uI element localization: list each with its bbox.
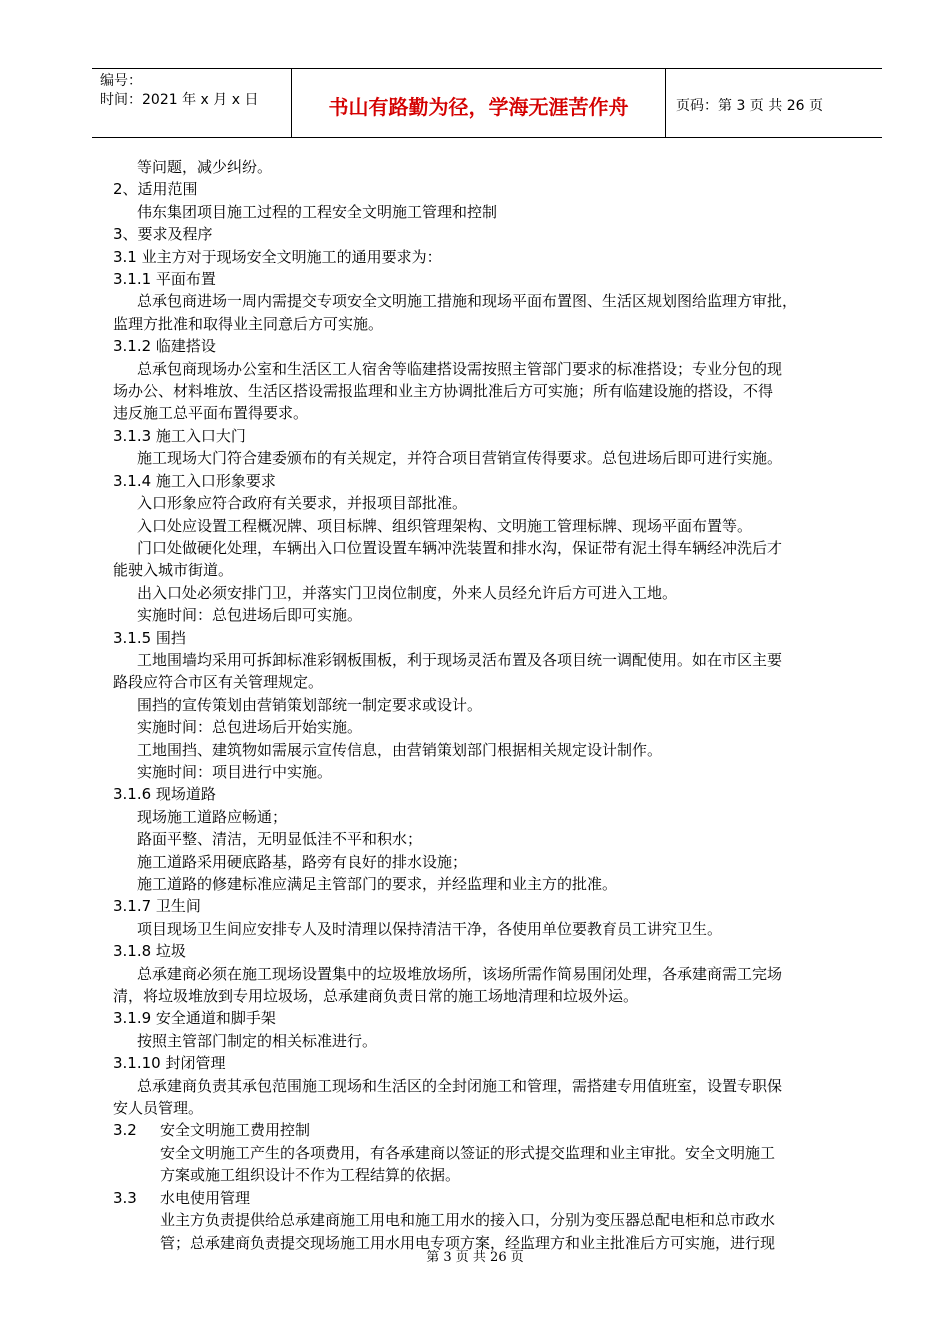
paragraph-line: 路段应符合市区有关管理规定。 (113, 673, 324, 692)
paragraph-line: 实施时间：总包进场后即可实施。 (137, 606, 363, 625)
paragraph-line: 方案或施工组织设计不作为工程结算的依据。 (160, 1166, 461, 1185)
paragraph-line: 清，将垃圾堆放到专用垃圾场，总承建商负责日常的施工场地清理和垃圾外运。 (113, 987, 639, 1006)
subsection-heading: 3.1.6 现场道路 (113, 785, 216, 804)
paragraph-line: 入口形象应符合政府有关要求，并报项目部批准。 (137, 494, 468, 513)
subsection-heading: 3.1.10 封闭管理 (113, 1054, 226, 1073)
paragraph-line: 实施时间：项目进行中实施。 (137, 762, 333, 781)
paragraph-line: 安全文明施工产生的各项费用，有各承建商以签证的形式提交监理和业主审批。安全文明施工 (160, 1143, 776, 1162)
subsection-heading: 3.1.4 施工入口形象要求 (113, 471, 276, 490)
paragraph-line: 等问题，减少纠纷。 (137, 158, 273, 176)
page-header (92, 68, 882, 138)
section-heading: 2、适用范围 (113, 180, 198, 199)
subsection-title: 水电使用管理 (160, 1188, 251, 1207)
paragraph-line: 违反施工总平面布置得要求。 (113, 404, 309, 423)
paragraph-line: 管；总承建商负责提交现场施工用水用电专项方案，经监理方和业主批准后方可实施，进行现 (160, 1233, 776, 1252)
paragraph-line: 场办公、材料堆放、生活区搭设需报监理和业主方协调批准后方可实施；所有临建设施的搭设，不得 (113, 382, 774, 401)
subsection-heading: 3.1.9 安全通道和脚手架 (113, 1009, 276, 1028)
subsection-heading: 3.1.5 围挡 (113, 628, 186, 647)
paragraph-line: 围挡的宣传策划由营销策划部统一制定要求或设计。 (137, 695, 483, 714)
doc-number-label: 编号： (100, 73, 142, 89)
header-page-cell (666, 69, 882, 137)
paragraph-line: 总承包商现场办公室和生活区工人宿舍等临建搭设需按照主管部门要求的标准搭设；专业分包的现 (137, 359, 783, 378)
paragraph-line: 出入口处必须安排门卫，并落实门卫岗位制度，外来人员经允许后方可进入工地。 (137, 583, 678, 602)
paragraph-line: 实施时间：总包进场后开始实施。 (137, 718, 363, 737)
paragraph-line: 现场施工道路应畅通； (137, 807, 288, 826)
paragraph-line: 能驶入城市街道。 (113, 561, 234, 580)
paragraph-line: 项目现场卫生间应安排专人及时清理以保持清洁干净，各使用单位要教育员工讲究卫生。 (137, 919, 723, 938)
paragraph-line: 施工道路的修建标准应满足主管部门的要求，并经监理和业主方的批准。 (137, 875, 618, 893)
subsection-heading: 3.1.8 垃圾 (113, 942, 186, 961)
paragraph-line: 监理方批准和取得业主同意后方可实施。 (113, 314, 384, 333)
paragraph-line: 工地围挡、建筑物如需展示宣传信息，由营销策划部门根据相关规定设计制作。 (137, 740, 663, 759)
subsection-title: 安全文明施工费用控制 (160, 1121, 311, 1140)
header-info-cell (92, 69, 292, 137)
doc-date-label: 时间：2021 年 x 月 x 日 (100, 92, 259, 108)
paragraph-line: 总承建商必须在施工现场设置集中的垃圾堆放场所，该场所需作简易围闭处理，各承建商需工完场 (137, 964, 783, 983)
paragraph-line: 门口处做硬化处理，车辆出入口位置设置车辆冲洗装置和排水沟，保证带有泥土得车辆经冲洗后才 (137, 538, 783, 557)
paragraph-line: 业主方负责提供给总承建商施工用电和施工用水的接入口，分别为变压器总配电柜和总市政水 (160, 1211, 776, 1230)
paragraph-line: 伟东集团项目施工过程的工程安全文明施工管理和控制 (137, 202, 498, 221)
paragraph-line: 安人员管理。 (113, 1099, 204, 1118)
header-motto: 书山有路勤为径，学海无涯苦作舟 (328, 95, 629, 119)
subsection-number: 3.3 (113, 1188, 137, 1207)
subsection-number: 3.2 (113, 1121, 137, 1140)
subsection-heading: 3.1.7 卫生间 (113, 897, 201, 916)
document-body (113, 156, 873, 1254)
subsection-heading (113, 1119, 873, 1141)
paragraph-line: 按照主管部门制定的相关标准进行。 (137, 1031, 378, 1050)
page-footer: 第 3 页 共 26 页 (426, 1250, 524, 1265)
subsection-heading: 3.1 业主方对于现场安全文明施工的通用要求为： (113, 247, 442, 266)
header-page-code: 页码：第 3 页 共 26 页 (676, 98, 823, 114)
subsection-heading (113, 1187, 873, 1209)
paragraph-line: 入口处应设置工程概况牌、项目标牌、组织管理架构、文明施工管理标牌、现场平面布置等。 (137, 516, 753, 535)
paragraph-line: 施工道路采用硬底路基，路旁有良好的排水设施； (137, 852, 468, 871)
paragraph-line: 总承建商负责其承包范围施工现场和生活区的全封闭施工和管理，需搭建专用值班室，设置专职保 (137, 1076, 783, 1095)
section-heading: 3、要求及程序 (113, 225, 213, 244)
paragraph-line: 施工现场大门符合建委颁布的有关规定，并符合项目营销宣传得要求。总包进场后即可进行实施。 (137, 449, 783, 468)
subsection-heading: 3.1.3 施工入口大门 (113, 426, 246, 445)
header-motto-cell (292, 69, 666, 137)
paragraph-line: 路面平整、清洁，无明显低洼不平和积水； (137, 830, 423, 849)
subsection-heading: 3.1.1 平面布置 (113, 270, 216, 289)
paragraph-line: 总承包商进场一周内需提交专项安全文明施工措施和现场平面布置图、生活区规划图给监理方审批， (137, 292, 798, 311)
subsection-heading: 3.1.2 临建搭设 (113, 337, 216, 356)
paragraph-line: 工地围墙均采用可拆卸标准彩钢板围板，利于现场灵活布置及各项目统一调配使用。如在市区主要 (137, 650, 783, 669)
